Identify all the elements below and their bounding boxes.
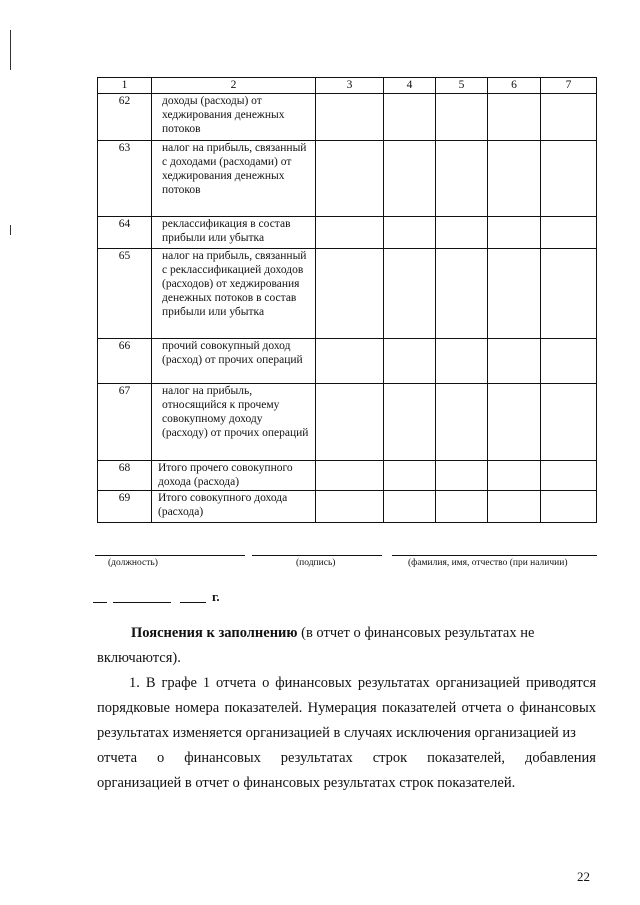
row-label: Итого совокупного дохода (расхода) <box>152 491 316 523</box>
scan-edge-mark-top <box>10 30 11 70</box>
explanations-heading-continuation: включаются). <box>97 650 181 666</box>
value-cell <box>488 339 541 384</box>
row-number: 69 <box>98 491 152 523</box>
word: о <box>157 750 165 766</box>
value-cell <box>384 491 436 523</box>
table-row <box>98 461 597 491</box>
explanations-heading: Пояснения к заполнению <box>131 625 298 641</box>
row-label: прочий совокупный доход (расход) от прочих операций <box>152 339 316 384</box>
explanations-section <box>97 621 596 796</box>
signature-line <box>252 555 382 556</box>
row-number: 65 <box>98 249 152 339</box>
scan-edge-mark-middle <box>10 225 11 235</box>
row-label: налог на прибыль, связанный с доходами (расходами) от хеджирования денежных потоков <box>152 141 316 217</box>
paragraph-1: 1. В графе 1 отчета о финансовых результатах организацией приводятся порядковые номера показателей. Нумерация показателей отчета о финансовых результатах изменяется организацией в случаях исключения организацией из <box>97 675 596 741</box>
value-cell <box>316 217 384 249</box>
value-cell <box>436 384 488 461</box>
value-cell <box>488 461 541 491</box>
row-number: 62 <box>98 94 152 141</box>
full-name-line <box>392 555 597 556</box>
row-label: Итого прочего совокупного дохода (расхода) <box>152 461 316 491</box>
value-cell <box>541 491 597 523</box>
year-suffix: г. <box>212 589 220 604</box>
financial-results-table <box>97 77 597 523</box>
column-header: 5 <box>436 78 488 94</box>
value-cell <box>384 249 436 339</box>
value-cell <box>316 94 384 141</box>
value-cell <box>488 491 541 523</box>
row-label: доходы (расходы) от хеджирования денежных потоков <box>152 94 316 141</box>
value-cell <box>541 94 597 141</box>
value-cell <box>541 339 597 384</box>
value-cell <box>436 141 488 217</box>
word: финансовых <box>184 750 261 766</box>
column-header: 1 <box>98 78 152 94</box>
value-cell <box>488 384 541 461</box>
row-number: 63 <box>98 141 152 217</box>
value-cell <box>384 384 436 461</box>
value-cell <box>488 217 541 249</box>
page-number: 22 <box>577 869 590 884</box>
value-cell <box>541 384 597 461</box>
date-day-line <box>93 602 107 603</box>
value-cell <box>384 141 436 217</box>
table-row <box>98 141 597 217</box>
value-cell <box>316 384 384 461</box>
word: строк <box>372 750 408 766</box>
explanations-heading-note: (в отчет о финансовых результатах не <box>297 625 535 641</box>
value-cell <box>488 141 541 217</box>
row-label: налог на прибыль, относящийся к прочему совокупному доходу (расходу) от прочих операций <box>152 384 316 461</box>
value-cell <box>436 249 488 339</box>
date-month-line <box>113 602 171 603</box>
value-cell <box>316 339 384 384</box>
row-number: 66 <box>98 339 152 384</box>
value-cell <box>436 94 488 141</box>
row-label: реклассификация в состав прибыли или убытка <box>152 217 316 249</box>
word: добавления <box>524 750 596 766</box>
full-name-caption: (фамилия, имя, отчество (при наличии) <box>408 558 568 568</box>
column-header: 2 <box>152 78 316 94</box>
value-cell <box>541 141 597 217</box>
column-header: 3 <box>316 78 384 94</box>
value-cell <box>541 249 597 339</box>
position-caption: (должность) <box>108 558 158 568</box>
row-number: 68 <box>98 461 152 491</box>
paragraph-1-last-line: организацией в отчет о финансовых результатах строк показателей. <box>97 775 516 791</box>
value-cell <box>436 491 488 523</box>
value-cell <box>384 461 436 491</box>
value-cell <box>488 94 541 141</box>
row-number: 67 <box>98 384 152 461</box>
date-year-line <box>180 602 206 603</box>
value-cell <box>384 217 436 249</box>
table-row <box>98 384 597 461</box>
column-header: 6 <box>488 78 541 94</box>
table-row <box>98 217 597 249</box>
table-row <box>98 339 597 384</box>
row-number: 64 <box>98 217 152 249</box>
value-cell <box>436 217 488 249</box>
value-cell <box>436 339 488 384</box>
word: показателей, <box>427 750 506 766</box>
table-header-row <box>98 78 597 94</box>
value-cell <box>488 249 541 339</box>
value-cell <box>384 339 436 384</box>
explanations-heading-line <box>97 621 596 646</box>
value-cell <box>384 94 436 141</box>
table-row <box>98 249 597 339</box>
position-line <box>95 555 245 556</box>
value-cell <box>541 217 597 249</box>
value-cell <box>316 461 384 491</box>
word: отчета <box>97 750 138 766</box>
word: результатах <box>280 750 353 766</box>
column-header: 4 <box>384 78 436 94</box>
value-cell <box>316 491 384 523</box>
value-cell <box>436 461 488 491</box>
paragraph-1-justified-line <box>97 746 596 771</box>
value-cell <box>316 249 384 339</box>
signature-caption: (подпись) <box>296 558 336 568</box>
table-row <box>98 491 597 523</box>
table-row <box>98 94 597 141</box>
column-header: 7 <box>541 78 597 94</box>
value-cell <box>316 141 384 217</box>
value-cell <box>541 461 597 491</box>
row-label: налог на прибыль, связанный с реклассификацией доходов (расходов) от хеджирования денежных потоков в состав прибыли или убытка <box>152 249 316 339</box>
